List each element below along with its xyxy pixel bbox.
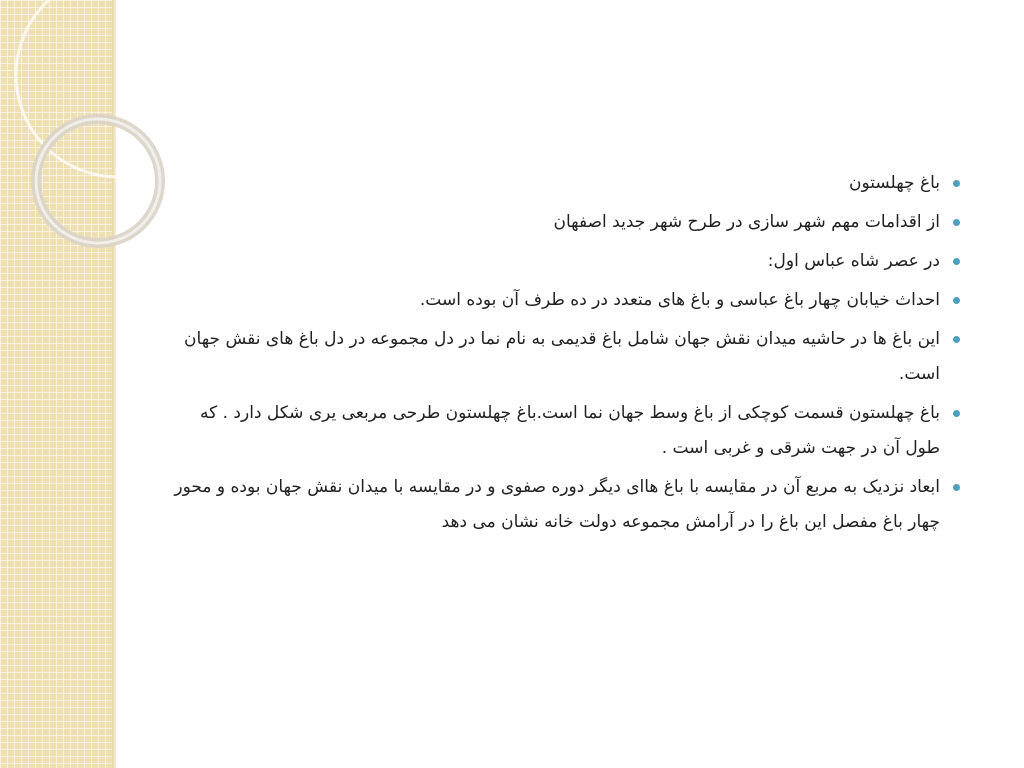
bullet-list bbox=[170, 166, 964, 540]
list-item bbox=[170, 396, 964, 466]
decorative-ring-small-highlight bbox=[36, 119, 160, 243]
list-item bbox=[170, 322, 964, 392]
bullet-dot-icon bbox=[953, 410, 960, 417]
slide-body bbox=[170, 166, 964, 544]
bullet-dot-icon bbox=[953, 219, 960, 226]
list-item bbox=[170, 283, 964, 318]
bullet-dot-icon bbox=[953, 258, 960, 265]
bullet-text: این باغ ها در حاشیه میدان نقش جهان شامل باغ قدیمی به نام نما در دل مجموعه در دل باغ های نقش جهان است. bbox=[184, 329, 940, 384]
bullet-text: باغ چهلستون قسمت کوچکی از باغ وسط جهان نما است.باغ چهلستون طرحی مربعی یری شکل دارد . که طول آن در جهت شرقی و غربی است . bbox=[200, 403, 940, 458]
bullet-text: از اقدامات مهم شهر سازی در طرح شهر جدید اصفهان bbox=[553, 212, 940, 232]
bullet-text: در عصر شاه عباس اول: bbox=[767, 251, 940, 271]
bullet-text: باغ چهلستون bbox=[849, 173, 940, 193]
bullet-dot-icon bbox=[953, 336, 960, 343]
list-item bbox=[170, 166, 964, 201]
bullet-dot-icon bbox=[953, 484, 960, 491]
list-item bbox=[170, 470, 964, 540]
bullet-text: احداث خیابان چهار باغ عباسی و باغ های متعدد در ده طرف آن بوده است. bbox=[419, 290, 940, 310]
bullet-dot-icon bbox=[953, 297, 960, 304]
bullet-text: ابعاد نزدیک به مربع آن در مقایسه با باغ هاای دیگر دوره صفوی و در مقایسه با میدان نقش جهان بوده و محور چهار باغ مفصل این باغ را در آرامش مجموعه دولت خانه نشان می دهد bbox=[174, 477, 940, 532]
decorative-circles bbox=[0, 0, 180, 300]
bullet-dot-icon bbox=[953, 180, 960, 187]
list-item bbox=[170, 205, 964, 240]
list-item bbox=[170, 244, 964, 279]
